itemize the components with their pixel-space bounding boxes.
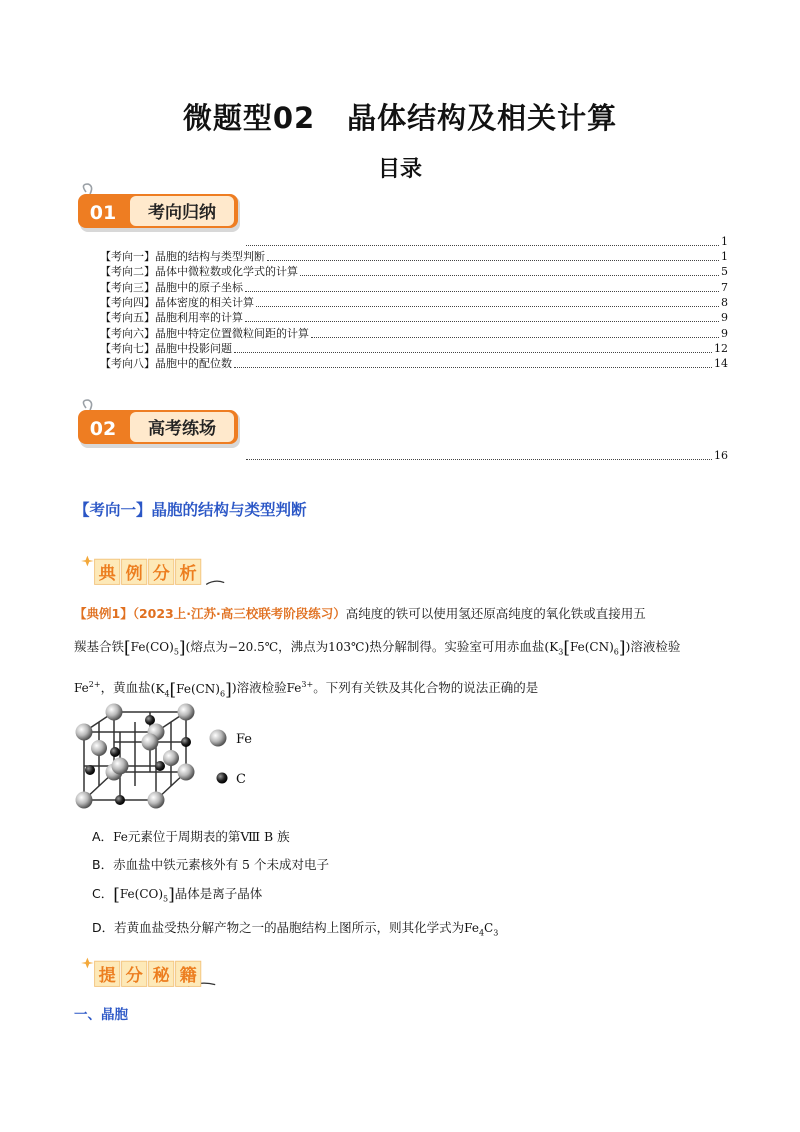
toc-page: 16 bbox=[714, 449, 728, 462]
toc-page: 1 bbox=[721, 235, 728, 248]
legend-fe-label: Fe bbox=[236, 732, 253, 747]
text: ，黄血盐( bbox=[100, 680, 156, 696]
example-line-2 bbox=[74, 630, 734, 668]
toc-item[interactable] bbox=[100, 295, 728, 310]
sparkle-icon bbox=[81, 556, 94, 567]
toc-page: 12 bbox=[714, 341, 728, 355]
text: Fe bbox=[113, 830, 128, 844]
legend-c-label: C bbox=[236, 772, 246, 787]
tag-example-analysis bbox=[74, 552, 234, 588]
toc-item-label: 【考向一】晶胞的结构与类型判断 bbox=[100, 250, 265, 263]
text: 元素位于周期表的第Ⅷ B 族 bbox=[127, 829, 290, 844]
text: 3+ bbox=[301, 680, 314, 690]
crystal-cell-diagram bbox=[70, 700, 270, 820]
text: K bbox=[155, 681, 165, 696]
toc-item-label: 【考向四】晶体密度的相关计算 bbox=[100, 295, 254, 309]
example-label: 【典例1】 bbox=[74, 606, 133, 621]
text: Fe bbox=[286, 681, 302, 696]
option-b[interactable] bbox=[92, 856, 329, 874]
example-source: （2023上·江苏·高三校联考阶段练习） bbox=[132, 606, 346, 621]
toc-dots bbox=[234, 367, 712, 368]
section-heading-1: 【考向一】晶胞的结构与类型判断 bbox=[74, 501, 307, 519]
banner-01-number: 01 bbox=[89, 202, 117, 224]
legend-c-atom bbox=[217, 773, 228, 784]
text: 5 bbox=[163, 894, 169, 904]
toc-page: 1 bbox=[721, 250, 728, 263]
tag-char: 典 bbox=[98, 564, 116, 584]
toc-line-banner1[interactable] bbox=[244, 234, 728, 249]
toc-item[interactable] bbox=[100, 310, 728, 325]
melting-point: −20.5℃ bbox=[227, 640, 279, 654]
sparkle-icon bbox=[81, 958, 94, 969]
toc-dots bbox=[300, 275, 719, 276]
formula-fe-co5: $[Fe(CO)_5]$ bbox=[124, 638, 186, 658]
toc-line-banner2[interactable] bbox=[244, 448, 728, 463]
formula-k3: $K_3[Fe(CN)_6]$ bbox=[549, 638, 626, 658]
clip-icon bbox=[83, 400, 91, 410]
text: 6 bbox=[220, 688, 226, 698]
text: C bbox=[484, 921, 494, 935]
tag-char: 分 bbox=[152, 564, 170, 584]
text: 高纯度的铁可以使用氢还原高纯度的氧化铁或直接用五 bbox=[345, 606, 646, 621]
toc-item-label: 【考向六】晶胞中特定位置微粒间距的计算 bbox=[100, 326, 309, 340]
text: (熔点为 bbox=[185, 639, 228, 654]
text: 5 bbox=[173, 647, 179, 657]
text: Fe(CO) bbox=[130, 640, 174, 654]
example-line-1 bbox=[74, 597, 734, 630]
tag-char: 籍 bbox=[179, 966, 197, 986]
toc-heading: 目录 bbox=[377, 157, 422, 182]
toc-dots bbox=[246, 245, 719, 246]
text: ，沸点为 bbox=[278, 639, 329, 654]
toc-dots bbox=[246, 459, 712, 460]
text: Fe(CO) bbox=[119, 887, 164, 901]
toc-page: 9 bbox=[721, 326, 728, 340]
title-part1: 微题型02 bbox=[182, 101, 316, 135]
text: Fe(CN) bbox=[569, 640, 614, 654]
banner-02-label: 高考练场 bbox=[148, 419, 216, 439]
text: B． bbox=[92, 857, 114, 872]
toc-item[interactable] bbox=[100, 249, 728, 264]
tag-char: 例 bbox=[125, 564, 143, 584]
toc-page: 7 bbox=[721, 280, 728, 294]
text: Fe(CN) bbox=[176, 681, 220, 696]
text: )溶液检验 bbox=[231, 680, 287, 696]
toc-page: 9 bbox=[721, 311, 728, 325]
toc-dots bbox=[234, 352, 712, 353]
banner-01-label: 考向归纳 bbox=[148, 203, 216, 223]
option-d[interactable] bbox=[92, 919, 498, 943]
toc-item-label: 【考向三】晶胞中的原子坐标 bbox=[100, 280, 243, 294]
text: 羰基合铁 bbox=[74, 639, 125, 654]
text: 。下列有关铁及其化合物的说法正确的是 bbox=[313, 680, 539, 696]
text: 若黄血盐受热分解产物之一的晶胞结构上图所示，则其化学式为 bbox=[114, 920, 465, 935]
toc-dots bbox=[267, 260, 719, 261]
legend-fe-atom bbox=[210, 730, 227, 747]
text: 3 bbox=[558, 647, 564, 657]
tag-char: 提 bbox=[98, 966, 116, 986]
formula-fe-co5: $[Fe(CO)_5]$ bbox=[113, 885, 175, 905]
text: )溶液检验 bbox=[625, 639, 681, 654]
tag-scoring-tips bbox=[74, 954, 234, 990]
toc-page: 8 bbox=[721, 295, 728, 309]
text: 4 bbox=[478, 928, 485, 938]
toc-item-label: 【考向七】晶胞中投影问题 bbox=[100, 341, 232, 355]
toc-item-label: 【考向八】晶胞中的配位数 bbox=[100, 357, 232, 371]
text: C． bbox=[92, 886, 114, 901]
text: A． bbox=[92, 829, 114, 844]
toc-dots bbox=[256, 306, 719, 307]
toc-item[interactable] bbox=[100, 356, 728, 371]
toc-item-label: 【考向五】晶胞利用率的计算 bbox=[100, 311, 243, 325]
toc-page: 14 bbox=[714, 357, 728, 371]
text: D． bbox=[92, 920, 115, 935]
text: 3 bbox=[493, 928, 499, 938]
sub-heading-crystal-cell: 一、晶胞 bbox=[74, 1007, 128, 1023]
text: )热分解制得。实验室可用赤血盐( bbox=[364, 639, 550, 654]
toc-item[interactable] bbox=[100, 280, 728, 295]
toc-dots bbox=[311, 337, 719, 338]
toc-item[interactable] bbox=[100, 341, 728, 356]
example-question bbox=[74, 597, 734, 710]
text: 6 bbox=[613, 647, 619, 657]
toc-dots bbox=[245, 321, 719, 322]
toc-item[interactable] bbox=[100, 326, 728, 341]
option-a[interactable] bbox=[92, 828, 290, 846]
boiling-point: 103℃ bbox=[328, 640, 365, 654]
toc-item[interactable] bbox=[100, 264, 728, 279]
text: Fe bbox=[464, 921, 479, 935]
text: 4 bbox=[164, 688, 170, 698]
option-c[interactable] bbox=[92, 885, 262, 908]
toc-item-label: 【考向二】晶体中微粒数或化学式的计算 bbox=[100, 265, 298, 279]
text: K bbox=[549, 640, 559, 654]
tag-char: 秘 bbox=[152, 966, 170, 986]
banner-02 bbox=[78, 398, 246, 450]
formula-k4: $K_4[Fe(CN)_6]$ bbox=[155, 679, 232, 700]
text: 2+ bbox=[88, 680, 101, 690]
tag-char: 分 bbox=[125, 966, 143, 986]
clip-icon bbox=[83, 184, 91, 194]
text: 赤血盐中铁元素核外有 5 个未成对电子 bbox=[113, 857, 329, 872]
banner-02-number: 02 bbox=[89, 418, 117, 440]
tag-char: 析 bbox=[179, 564, 197, 584]
text: Fe bbox=[74, 681, 89, 696]
toc-dots bbox=[245, 291, 719, 292]
text: 晶体是离子晶体 bbox=[174, 886, 263, 901]
page-title bbox=[0, 96, 800, 137]
banner-01 bbox=[78, 182, 246, 234]
toc-page: 5 bbox=[721, 265, 728, 279]
title-part2: 晶体结构及相关计算 bbox=[347, 101, 618, 135]
